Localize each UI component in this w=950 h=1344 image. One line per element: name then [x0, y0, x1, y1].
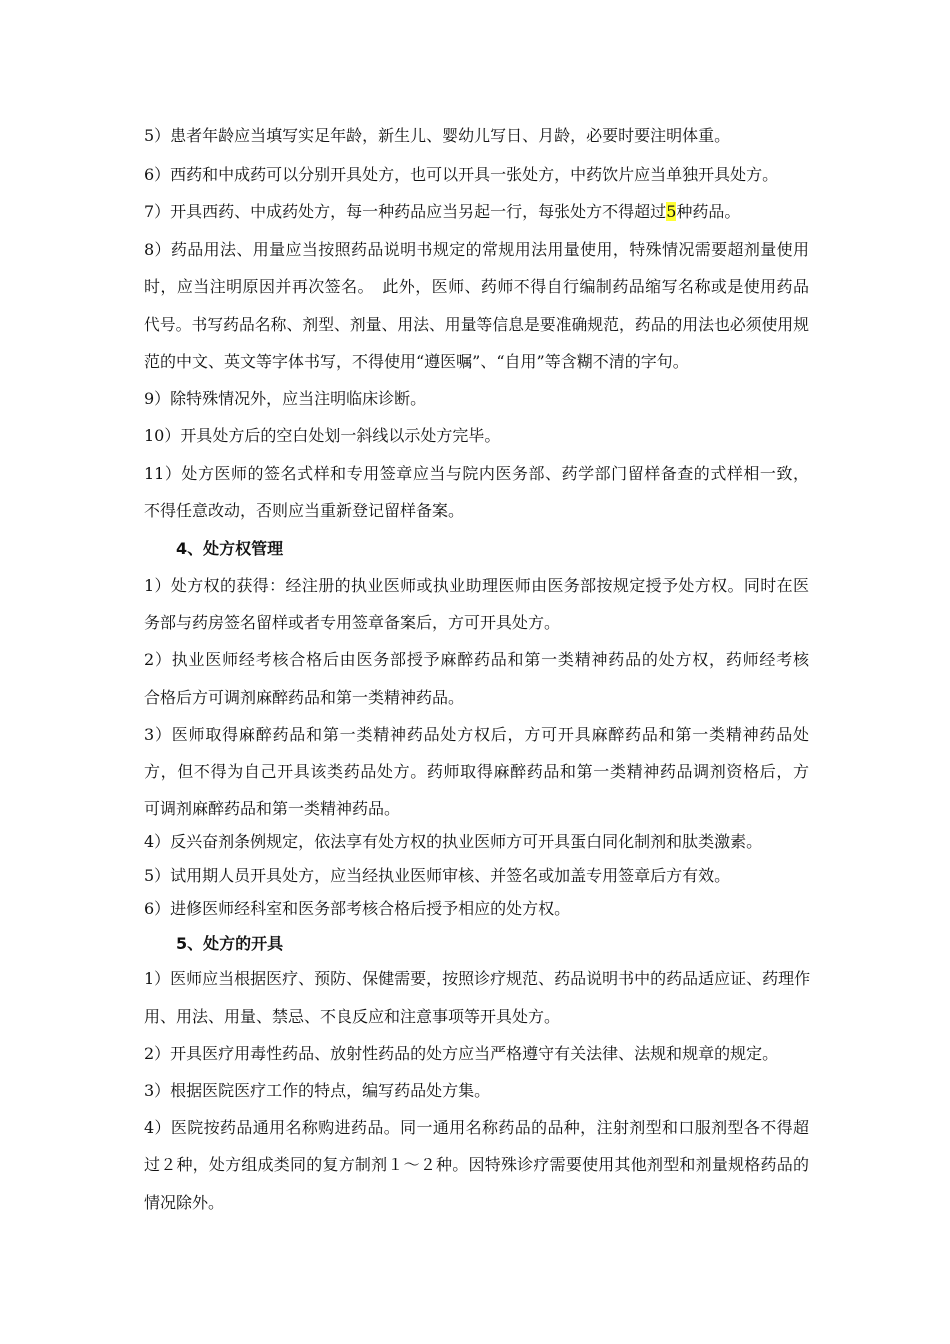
- text-segment: 种药品。: [676, 202, 741, 221]
- text-line: 8）药品用法、用量应当按照药品说明书规定的常规用法用量使用，特殊情况需要超剂量使用: [144, 240, 809, 259]
- text-line: 范的中文、英文等字体书写，不得使用“遵医嘱”、“自用”等含糊不清的字句。: [144, 352, 689, 371]
- text-line: 5）试用期人员开具处方，应当经执业医师审核、并签名或加盖专用签章后方有效。: [144, 866, 731, 885]
- text-line: 2）开具医疗用毒性药品、放射性药品的处方应当严格遵守有关法律、法规和规章的规定。: [144, 1044, 779, 1063]
- text-line: 方，但不得为自己开具该类药品处方。药师取得麻醉药品和第一类精神药品调剂资格后，方: [144, 762, 809, 781]
- text-line: 1）医师应当根据医疗、预防、保健需要，按照诊疗规范、药品说明书中的药品适应证、药理作: [144, 969, 811, 988]
- text-line: 情况除外。: [144, 1193, 225, 1212]
- text-line: 5）患者年龄应当填写实足年龄，新生儿、婴幼儿写日、月龄，必要时要注明体重。: [144, 126, 731, 145]
- text-line: 1）处方权的获得：经注册的执业医师或执业助理医师由医务部按规定授予处方权。同时在医: [144, 576, 809, 595]
- text-line: 不得任意改动，否则应当重新登记留样备案。: [144, 501, 465, 520]
- text-line: 合格后方可调剂麻醉药品和第一类精神药品。: [144, 688, 465, 707]
- text-line: 过２种，处方组成类同的复方制剂１～２种。因特殊诊疗需要使用其他剂型和剂量规格药品的: [144, 1155, 809, 1174]
- text-line: 可调剂麻醉药品和第一类精神药品。: [144, 799, 401, 818]
- section-heading: 4、处方权管理: [176, 539, 284, 558]
- text-line: 用、用法、用量、禁忌、不良反应和注意事项等开具处方。: [144, 1007, 561, 1026]
- text-line: [144, 202, 809, 222]
- text-line: 11）处方医师的签名式样和专用签章应当与院内医务部、药学部门留样备查的式样相一致，: [144, 464, 809, 483]
- text-line: 代号。书写药品名称、剂型、剂量、用法、用量等信息是要准确规范，药品的用法也必须使用规: [144, 315, 809, 334]
- text-line: 3）根据医院医疗工作的特点，编写药品处方集。: [144, 1081, 491, 1100]
- text-line: 9）除特殊情况外，应当注明临床诊断。: [144, 389, 427, 408]
- text-line: 6）西药和中成药可以分别开具处方，也可以开具一张处方，中药饮片应当单独开具处方。: [144, 165, 779, 184]
- text-line: 4）反兴奋剂条例规定，依法享有处方权的执业医师方可开具蛋白同化制剂和肽类激素。: [144, 832, 763, 851]
- text-line: 务部与药房签名留样或者专用签章备案后，方可开具处方。: [144, 613, 561, 632]
- highlighted-number: 5: [666, 202, 677, 221]
- section-heading: 5、处方的开具: [176, 934, 284, 953]
- text-line: 3）医师取得麻醉药品和第一类精神药品处方权后，方可开具麻醉药品和第一类精神药品处: [144, 725, 809, 744]
- text-line: 6）进修医师经科室和医务部考核合格后授予相应的处方权。: [144, 899, 571, 918]
- text-line: 2）执业医师经考核合格后由医务部授予麻醉药品和第一类精神药品的处方权，药师经考核: [144, 650, 809, 669]
- text-line: 4）医院按药品通用名称购进药品。同一通用名称药品的品种，注射剂型和口服剂型各不得超: [144, 1118, 809, 1137]
- text-segment: 7）开具西药、中成药处方，每一种药品应当另起一行，每张处方不得超过: [144, 202, 667, 221]
- text-line: 10）开具处方后的空白处划一斜线以示处方完毕。: [144, 426, 501, 445]
- text-line: 时，应当注明原因并再次签名。 此外，医师、药师不得自行编制药品缩写名称或是使用药品: [144, 277, 809, 296]
